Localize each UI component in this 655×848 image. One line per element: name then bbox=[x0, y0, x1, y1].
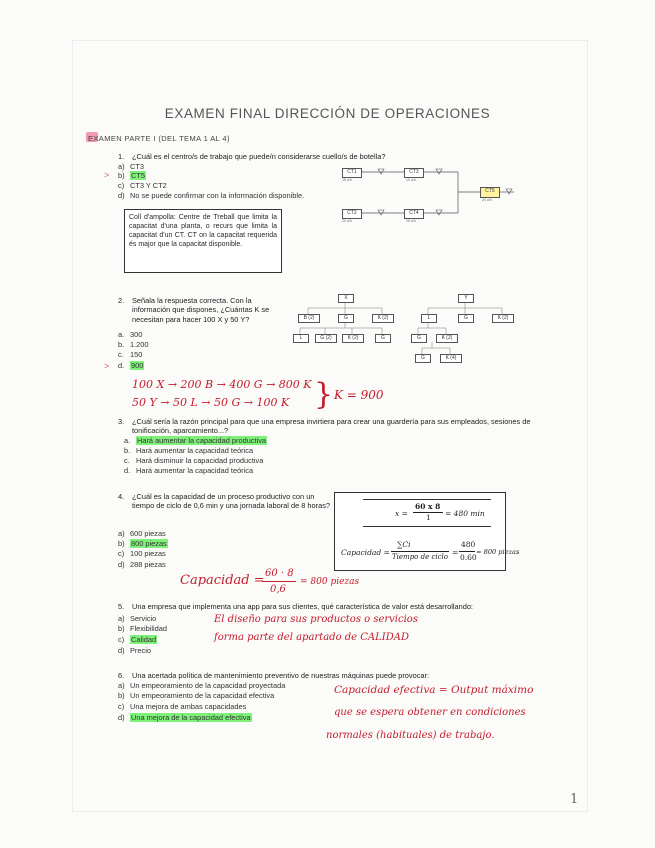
formula-box bbox=[334, 492, 520, 571]
formula-2-den: Tiempo de ciclo bbox=[392, 553, 448, 561]
question-number: 4. bbox=[118, 492, 125, 501]
q1-option-d[interactable]: d) No se puede confirmar con la información disponible. bbox=[118, 191, 305, 200]
tree-node-yg3: G bbox=[415, 354, 431, 363]
bom-tree-x-links bbox=[290, 292, 400, 372]
q2-option-a[interactable]: a. 300 bbox=[118, 330, 143, 339]
q6-option-b[interactable]: b) Un empeoramiento de la capacidad efectiva bbox=[118, 691, 275, 700]
tree-node-k: K (2) bbox=[372, 314, 394, 323]
question-6 bbox=[118, 671, 552, 680]
formula-2-den2: 0.60 bbox=[460, 553, 477, 562]
formula-2-rhs: = 800 piezas bbox=[476, 548, 520, 556]
formula-1-den: 1 bbox=[426, 513, 431, 522]
ct4-rate: 15 u/h bbox=[406, 219, 416, 223]
question-1 bbox=[118, 152, 432, 161]
q2-handwriting-2: 50 Y → 50 L → 50 G → 100 K bbox=[132, 396, 290, 409]
q4-option-b[interactable]: b) 800 piezas bbox=[118, 539, 167, 548]
ct5-node: CT5 bbox=[480, 187, 500, 198]
tree-node-g2: G (2) bbox=[315, 334, 337, 343]
part-title: EXAMEN PARTE I (DEL TEMA 1 AL 4) bbox=[88, 134, 230, 143]
q2-option-c[interactable]: c. 150 bbox=[118, 350, 143, 359]
ct2-node: CT2 bbox=[342, 209, 362, 219]
question-text: ¿Cuál sería la razón principal para que una empresa invirtiera para crear una guardería para sus empleados, sesiones de tonificación, aparcamiento...? bbox=[132, 417, 531, 436]
formula-2-num: ∑Ci bbox=[397, 540, 411, 549]
q1-option-b[interactable]: b) CT5 bbox=[118, 171, 145, 180]
question-number: 1. bbox=[118, 152, 125, 161]
formula-2-bar bbox=[391, 551, 449, 552]
ct2-rate: 20 u/h bbox=[342, 219, 352, 223]
q5-option-c[interactable]: c) Calidad bbox=[118, 635, 157, 644]
question-number: 6. bbox=[118, 671, 125, 680]
ct1-node: CT1 bbox=[342, 168, 362, 178]
q3-option-c[interactable]: c. Hará disminuir la capacidad productiva bbox=[124, 456, 264, 465]
tree-node-g3: G bbox=[375, 334, 391, 343]
question-number: 2. bbox=[118, 296, 125, 305]
q4-option-a[interactable]: a) 600 piezas bbox=[118, 529, 166, 538]
q4-handwriting-rhs: = 800 piezas bbox=[300, 577, 360, 587]
page-number: 1 bbox=[570, 792, 579, 807]
formula-1-rhs: = 480 min bbox=[445, 509, 485, 518]
q5-handwriting-2: forma parte del apartado de CALIDAD bbox=[214, 632, 409, 643]
tree-node-b: B (2) bbox=[298, 314, 320, 323]
exam-title: EXAMEN FINAL DIRECCIÓN DE OPERACIONES bbox=[164, 106, 491, 121]
formula-rule-top bbox=[363, 499, 491, 500]
tree-node-g: G bbox=[338, 314, 354, 323]
q3-option-a[interactable]: a. Hará aumentar la capacidad productiva bbox=[124, 436, 267, 445]
formula-rule-mid bbox=[363, 526, 491, 527]
q2-handwriting-result: K = 900 bbox=[334, 388, 384, 402]
question-number: 5. bbox=[118, 602, 125, 611]
q2-option-d[interactable]: d. 900 bbox=[118, 361, 144, 370]
q2-handwriting-1: 100 X → 200 B → 400 G → 800 K bbox=[132, 378, 312, 391]
ct3-rate: 10 u/h bbox=[406, 178, 416, 182]
tree-node-x: X bbox=[338, 294, 354, 303]
question-2 bbox=[118, 296, 282, 324]
formula-2-lhs: Capacidad = bbox=[341, 548, 390, 557]
q6-handwriting-2: que se espera obtener en condiciones bbox=[334, 707, 526, 718]
q4-option-c[interactable]: c) 100 piezas bbox=[118, 549, 166, 558]
tree-node-yg: G bbox=[458, 314, 474, 323]
ct5-rate: 20 u/h bbox=[482, 198, 492, 202]
ct1-rate: 15 u/h bbox=[342, 178, 352, 182]
formula-2-eq: = bbox=[452, 548, 459, 557]
q6-handwriting-3: normales (habituales) de trabajo. bbox=[326, 730, 495, 741]
q6-option-a[interactable]: a) Un empeoramiento de la capacidad proyectada bbox=[118, 681, 286, 690]
q6-option-d[interactable]: d) Una mejora de la capacidad efectiva bbox=[118, 713, 251, 722]
q5-option-a[interactable]: a) Servicio bbox=[118, 614, 157, 623]
question-text: ¿Cuál es el centro/s de trabajo que puede/n considerarse cuello/s de botella? bbox=[132, 152, 386, 161]
q1-option-c[interactable]: c) CT3 Y CT2 bbox=[118, 181, 167, 190]
formula-2-bar2 bbox=[459, 551, 475, 552]
bom-tree-x bbox=[290, 292, 400, 372]
tree-node-yg2: G bbox=[411, 334, 427, 343]
q3-option-b[interactable]: b. Hará aumentar la capacidad teórica bbox=[124, 446, 254, 455]
workcenter-diagram bbox=[336, 164, 516, 224]
q4-handwriting-bar bbox=[262, 581, 296, 582]
question-5 bbox=[118, 602, 552, 611]
q6-handwriting-1: Capacidad efectiva = Output máximo bbox=[334, 684, 534, 696]
question-text: Señala la respuesta correcta. Con la información que dispones, ¿Cuántas K se necesitan para hacer 100 X y 50 Y? bbox=[132, 296, 270, 324]
tree-node-l: L bbox=[293, 334, 309, 343]
ct4-node: CT4 bbox=[404, 209, 424, 219]
bom-tree-y bbox=[410, 292, 520, 372]
q4-handwriting-num: 60 · 8 bbox=[265, 568, 294, 579]
tree-node-yk4: K (4) bbox=[440, 354, 462, 363]
q2-option-b[interactable]: b. 1.200 bbox=[118, 340, 149, 349]
question-text: Una empresa que implementa una app para sus clientes, qué característica de valor está desarrollando: bbox=[132, 602, 473, 611]
q4-option-d[interactable]: d) 288 piezas bbox=[118, 560, 166, 569]
q1-option-a[interactable]: a) CT3 bbox=[118, 162, 144, 171]
question-number: 3. bbox=[118, 417, 125, 426]
q5-option-d[interactable]: d) Precio bbox=[118, 646, 151, 655]
tree-node-yl: L bbox=[421, 314, 437, 323]
formula-1-lhs: x = bbox=[395, 509, 408, 518]
tree-node-y: Y bbox=[458, 294, 474, 303]
tree-node-k2: K (2) bbox=[342, 334, 364, 343]
tree-node-yk2: K (2) bbox=[436, 334, 458, 343]
question-3 bbox=[118, 417, 532, 436]
question-text: Una acertada política de mantenimiento preventivo de nuestras máquinas puede provocar: bbox=[132, 671, 430, 680]
tree-node-yk: K (2) bbox=[492, 314, 514, 323]
ct3-node: CT3 bbox=[404, 168, 424, 178]
q2-brace: } bbox=[314, 377, 334, 412]
formula-1-num: 60 x 8 bbox=[415, 502, 441, 511]
question-text: ¿Cuál es la capacidad de un proceso productivo con un tiempo de ciclo de 0,6 min y una jornada laboral de 8 horas? bbox=[132, 492, 331, 511]
bottleneck-note: Coll d'ampolla: Centre de Treball que limita la capacitat d'una planta, o recurs que limita la capacitat d'un CT. CT on la capacitat requerida és major que la capacitat disponible. bbox=[124, 209, 282, 273]
q5-option-b[interactable]: b) Flexibilidad bbox=[118, 624, 167, 633]
q3-option-d[interactable]: d. Hará aumentar la capacidad teórica bbox=[124, 466, 254, 475]
answer-mark: > bbox=[104, 170, 110, 180]
q4-handwriting-den: 0,6 bbox=[270, 584, 286, 595]
q5-handwriting-1: El diseño para sus productos o servicios bbox=[214, 614, 418, 625]
question-4 bbox=[118, 492, 332, 511]
q6-option-c[interactable]: c) Una mejora de ambas capacidades bbox=[118, 702, 247, 711]
answer-mark: > bbox=[104, 361, 110, 371]
formula-2-num2: 480 bbox=[461, 540, 476, 549]
q4-handwriting-lhs: Capacidad = bbox=[180, 573, 265, 588]
